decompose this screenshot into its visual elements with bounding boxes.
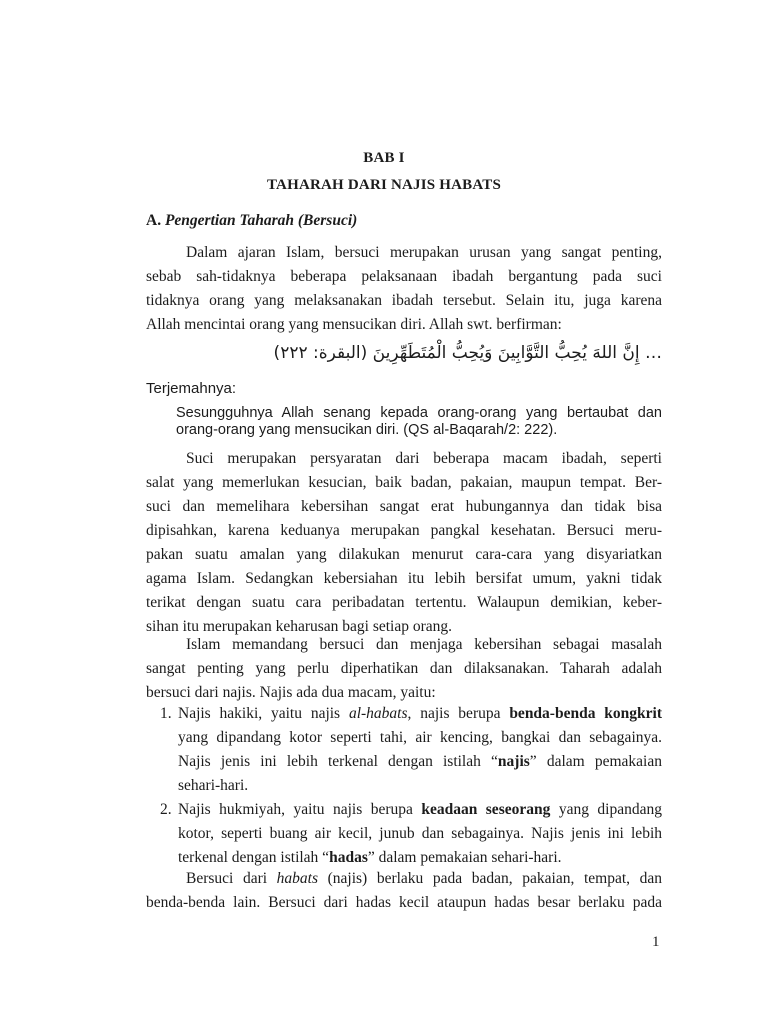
paragraph-2 xyxy=(146,447,662,639)
section-letter: A. xyxy=(146,212,162,229)
paragraph-4 xyxy=(146,867,662,915)
section-title: Pengertian Taharah (Bersuci) xyxy=(164,212,358,229)
italic-term: habats xyxy=(276,870,319,887)
text-run: (najis) berlaku pada badan, pakaian, tempat, dan xyxy=(318,870,662,887)
list-item-line xyxy=(178,801,662,825)
paragraph-line: Allah mencintai orang yang mensucikan diri. Allah swt. berfirman: xyxy=(146,316,562,333)
paragraph-line: sebab sah-tidaknya beberapa pelaksanaan ibadah bergantung pada suci xyxy=(146,268,662,285)
text-run: , najis berupa xyxy=(407,705,510,722)
list-item xyxy=(146,801,662,873)
quran-verse-arabic: … إِنَّ اللهَ يُحِبُّ التَّوَّابِينَ وَيُحِبُّ الْمُتَطَهِّرِينَ (البقرة: ٢٢٢) xyxy=(273,343,662,363)
paragraph-line: bersuci dari najis. Najis ada dua macam, yaitu: xyxy=(146,684,436,701)
section-heading xyxy=(146,212,357,230)
bold-term: najis xyxy=(497,753,530,770)
text-run: Najis hakiki, yaitu najis xyxy=(178,705,349,722)
list-item-line xyxy=(178,753,662,777)
list-item-number: 1. xyxy=(160,705,172,722)
bold-term: keadaan seseorang xyxy=(421,801,551,818)
translation-label: Terjemahnya: xyxy=(146,380,237,397)
paragraph-line: pakan suatu amalan yang dilakukan menurut cara-cara yang disyariatkan xyxy=(146,546,662,563)
list-item-line: yang dipandang kotor seperti tahi, air kencing, bangkai dan sebagainya. xyxy=(178,729,662,746)
list-item-line: kotor, seperti buang air kecil, junub dan sebagainya. Najis jenis ini lebih xyxy=(178,825,662,842)
translation-quote xyxy=(176,405,662,439)
text-run: Bersuci dari xyxy=(186,870,277,887)
text-run: Najis hukmiyah, yaitu najis berupa xyxy=(178,801,422,818)
paragraph-line: terikat dengan suatu cara peribadatan tertentu. Walaupun demikian, keber- xyxy=(146,594,662,611)
page-number: 1 xyxy=(652,934,660,950)
paragraph-line: benda-benda lain. Bersuci dari hadas kecil ataupun hadas besar berlaku pada xyxy=(146,894,662,911)
chapter-title: TAHARAH DARI NAJIS HABATS xyxy=(266,177,502,193)
list-item-line xyxy=(178,705,662,729)
paragraph-line: dipisahkan, karena keduanya merupakan pangkal kesehatan. Bersuci meru- xyxy=(146,522,662,539)
paragraph-3 xyxy=(146,633,662,705)
list-item-line: sehari-hari. xyxy=(178,777,249,794)
list-item xyxy=(146,705,662,801)
text-run: terkenal dengan istilah “ xyxy=(178,849,330,866)
paragraph-line xyxy=(146,867,662,891)
text-run: ” dalam pemakaian xyxy=(529,753,662,770)
paragraph-line: salat yang memerlukan kesucian, baik badan, pakaian, maupun tempat. Ber- xyxy=(146,474,662,491)
text-run: yang dipandang xyxy=(550,801,662,818)
quote-line: Sesungguhnya Allah senang kepada orang-orang yang bertaubat dan xyxy=(176,405,662,421)
bold-term: benda-benda kongkrit xyxy=(509,705,662,722)
italic-term: al-habats xyxy=(348,705,408,722)
text-run: ” dalam pemakaian sehari-hari. xyxy=(367,849,562,866)
paragraph-line: sihan itu merupakan keharusan bagi setiap orang. xyxy=(146,618,453,635)
paragraph-line: tidaknya orang yang melaksanakan ibadah tersebut. Selain itu, juga karena xyxy=(146,292,662,309)
paragraph-line: Islam memandang bersuci dan menjaga kebersihan sebagai masalah xyxy=(186,636,662,653)
quote-line: orang-orang yang mensucikan diri. (QS al-Baqarah/2: 222). xyxy=(176,422,558,438)
text-run: Najis jenis ini lebih terkenal dengan istilah “ xyxy=(178,753,498,770)
paragraph-line: sangat penting yang perlu diperhatikan dan dilaksanakan. Taharah adalah xyxy=(146,660,662,677)
najis-list xyxy=(146,705,662,873)
paragraph-line: Suci merupakan persyaratan dari beberapa macam ibadah, seperti xyxy=(186,450,662,467)
paragraph-line: Dalam ajaran Islam, bersuci merupakan urusan yang sangat penting, xyxy=(186,244,662,261)
list-item-number: 2. xyxy=(160,801,172,818)
paragraph-line: suci dan memelihara kebersihan sangat erat hubungannya dan tidak bisa xyxy=(146,498,662,515)
bold-term: hadas xyxy=(329,849,368,866)
paragraph-line: agama Islam. Sedangkan kebersiahan itu lebih bersifat umum, yakni tidak xyxy=(146,570,662,587)
paragraph-1 xyxy=(146,241,662,337)
chapter-number: BAB I xyxy=(363,150,405,166)
